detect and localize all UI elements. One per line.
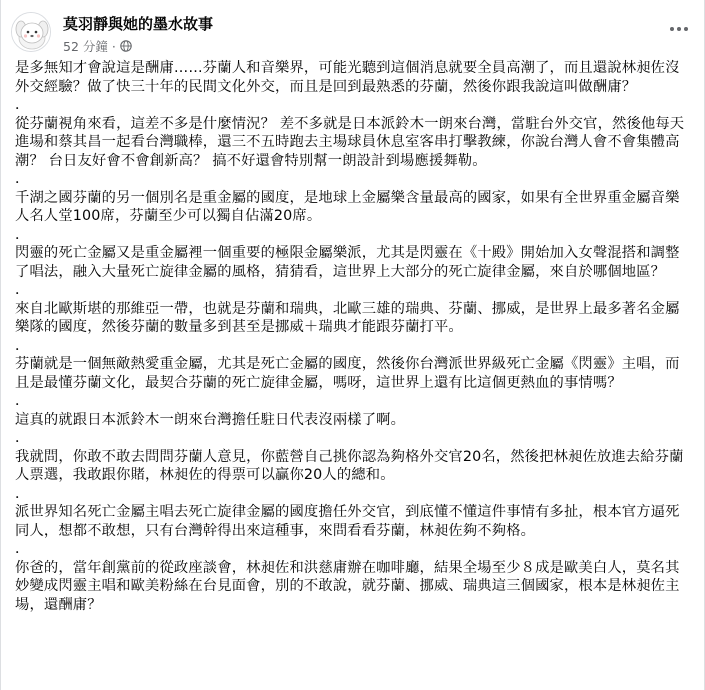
paragraph: 芬蘭就是一個無敵熱愛重金屬，尤其是死亡金屬的國度，然後你台灣派世界級死亡金屬《閃靈》主唱，而且是最懂芬蘭文化，最契合芬蘭的死亡旋律金屬，嗎呀，這世界上還有比這個更熱血的事情嗎？ bbox=[15, 356, 680, 391]
separator: ． bbox=[15, 282, 30, 298]
paragraph: 閃靈的死亡金屬又是重金屬裡一個重要的極限金屬樂派，尤其是閃靈在《十殿》開始加入女聲混搭和調整了唱法，融入大量死亡旋律金屬的風格，猜猜看，這世界上大部分的死亡旋律金屬，來自於哪個地區？ bbox=[15, 245, 680, 280]
post-header bbox=[11, 8, 696, 60]
separator: ． bbox=[15, 97, 30, 113]
paragraph: 我就問，你敢不敢去問問芬蘭人意見，你藍營自己挑你認為夠格外交官20名，然後把林昶佐放進去給芬蘭人票選，我敢跟你賭，林昶佐的得票可以贏你20人的總和。 bbox=[15, 448, 684, 483]
avatar[interactable] bbox=[11, 12, 51, 52]
paragraph: 這真的就跟日本派鈴木一朗來台灣擔任駐日代表沒兩樣了啊。 bbox=[15, 411, 406, 428]
meta-dot: · bbox=[111, 38, 116, 54]
paragraph: 是多無知才會說這是酬庸……芬蘭人和音樂界，可能光聽到這個消息就要全員高潮了，而且還說林昶佐沒外交經驗？做了快三十年的民間文化外交，而且是回到最熟悉的芬蘭，然後你跟我說這叫做酬庸？ bbox=[15, 60, 680, 95]
separator: ． bbox=[15, 430, 30, 446]
post-content bbox=[15, 59, 693, 614]
page-name[interactable]: 莫羽靜與她的墨水故事 bbox=[63, 15, 214, 33]
cartoon-dog-avatar-icon bbox=[12, 13, 51, 52]
more-options-button[interactable] bbox=[664, 18, 694, 40]
more-horizontal-icon bbox=[670, 27, 674, 31]
post-meta bbox=[63, 37, 132, 55]
separator: ． bbox=[15, 393, 30, 409]
timestamp[interactable]: 52 分鐘 bbox=[63, 39, 108, 54]
separator: ． bbox=[15, 226, 30, 243]
separator: ． bbox=[15, 485, 30, 502]
paragraph: 從芬蘭視角來看，這差不多是什麼情況？ 差不多就是日本派鈴木一朗來台灣，當駐台外交官，然後他每天進場和蔡其昌一起看台灣職棒，還三不五時跑去主場球員休息室客串打擊教練，你說台灣人會不會集體高潮？ 台日友好會不會創新高？ 搞不好還會特別幫一朗設計到場應援舞勒。 bbox=[15, 115, 685, 169]
paragraph: 你爸的，當年創黨前的從政座談會，林昶佐和洪慈庸辦在咖啡廳，結果全場至少８成是歐美白人，莫名其妙變成閃靈主唱和歐美粉絲在台見面會，別的不敢說，就芬蘭、挪威、瑞典這三個國家，根本是林昶佐主場，還酬庸？ bbox=[15, 559, 680, 613]
separator: ． bbox=[15, 541, 30, 557]
paragraph: 來自北歐斯堪的那維亞一帶，也就是芬蘭和瑞典，北歐三雄的瑞典、芬蘭、挪威，是世界上最多著名金屬樂隊的國度，然後芬蘭的數量多到甚至是挪威＋瑞典才能跟芬蘭打平。 bbox=[15, 300, 680, 335]
globe-icon[interactable] bbox=[120, 40, 132, 52]
paragraph: 千湖之國芬蘭的另一個別名是重金屬的國度，是地球上金屬樂含量最高的國家，如果有全世界重金屬音樂人名人堂100席，芬蘭至少可以獨自佔滿20席。 bbox=[15, 189, 680, 224]
separator: ． bbox=[15, 337, 30, 354]
paragraph: 派世界知名死亡金屬主唱去死亡旋律金屬的國度擔任外交官，到底懂不懂這件事情有多扯，根本官方逼死同人，想都不敢想，只有台灣幹得出來這種事，來問看看芬蘭，林昶佐夠不夠格。 bbox=[15, 504, 680, 539]
separator: ． bbox=[15, 171, 30, 187]
